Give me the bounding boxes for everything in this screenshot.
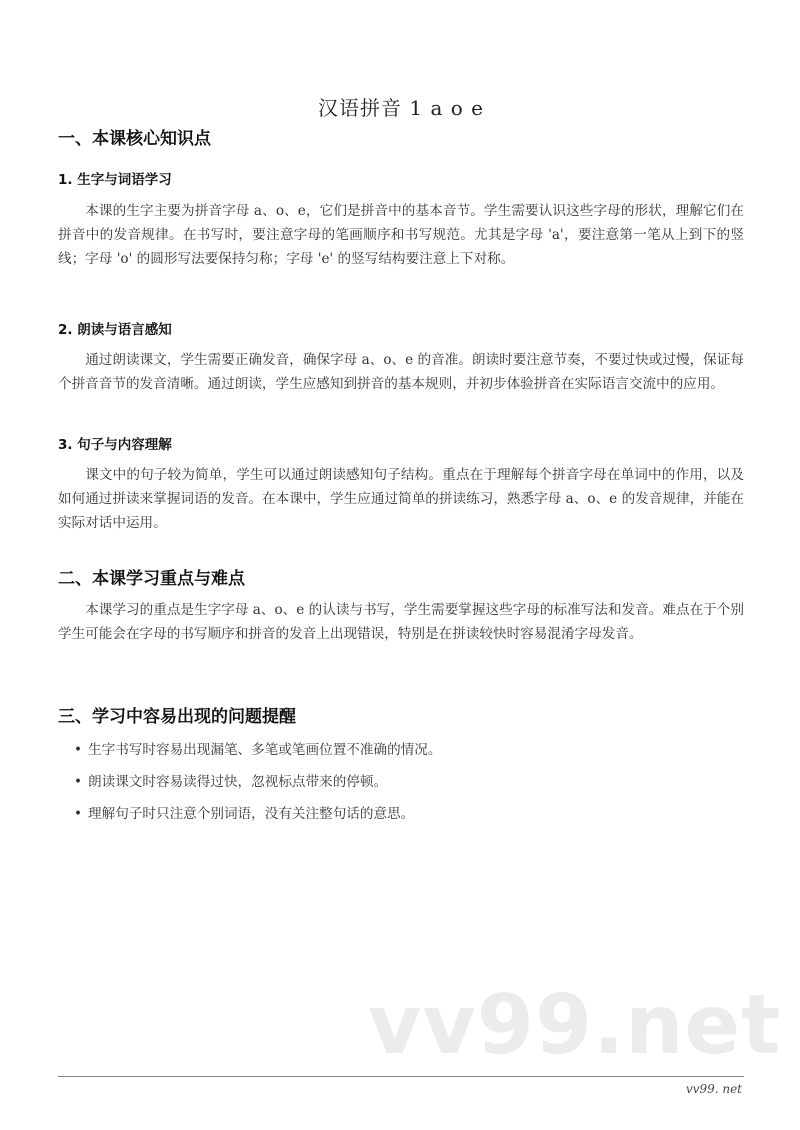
watermark: vv99.net [368,978,782,1073]
footer-divider [58,1076,744,1077]
section-heading-key-points: 二、本课学习重点与难点 [58,569,245,589]
subsection-heading-sentences: 3. 句子与内容理解 [58,437,172,453]
subsection-heading-characters: 1. 生字与词语学习 [58,172,172,188]
list-item: • 生字书写时容易出现漏笔、多笔或笔画位置不准确的情况。 [74,738,441,770]
subsection-heading-reading: 2. 朗读与语言感知 [58,322,172,338]
problem-list [74,738,441,834]
page-title: 汉语拼音 1 a o e [318,96,484,120]
section-heading-core-knowledge: 一、本课核心知识点 [58,129,211,149]
footer-site: vv99. net [685,1082,742,1096]
paragraph-reading: 通过朗读课文，学生需要正确发音，确保字母 a、o、e 的音准。朗读时要注意节奏，不要过快或过慢，保证每个拼音音节的发音清晰。通过朗读，学生应感知到拼音的基本规则，并初步体验拼音在实际语言交流中的应用。 [58,352,744,392]
paragraph-sentences: 课文中的句子较为简单，学生可以通过朗读感知句子结构。重点在于理解每个拼音字母在单词中的作用，以及如何通过拼读来掌握词语的发音。在本课中，学生应通过简单的拼读练习，熟悉字母 a、o、e 的发音规律，并能在实际对话中运用。 [58,467,744,531]
paragraph-characters: 本课的生字主要为拼音字母 a、o、e，它们是拼音中的基本音节。学生需要认识这些字母的形状，理解它们在拼音中的发音规律。在书写时，要注意字母的笔画顺序和书写规范。尤其是字母 'a'，要注意第一笔从上到下的竖线；字母 'o' 的圆形写法要保持匀称；字母 'e' 的竖写结构要注意上下对称。 [58,203,744,267]
section-heading-common-problems: 三、学习中容易出现的问题提醒 [58,707,296,727]
list-item: • 理解句子时只注意个别词语，没有关注整句话的意思。 [74,802,441,834]
paragraph-key-points: 本课学习的重点是生字字母 a、o、e 的认读与书写，学生需要掌握这些字母的标准写法和发音。难点在于个别学生可能会在字母的书写顺序和拼音的发音上出现错误，特别是在拼读较快时容易混淆字母发音。 [58,602,744,642]
list-item: • 朗读课文时容易读得过快，忽视标点带来的停顿。 [74,770,441,802]
